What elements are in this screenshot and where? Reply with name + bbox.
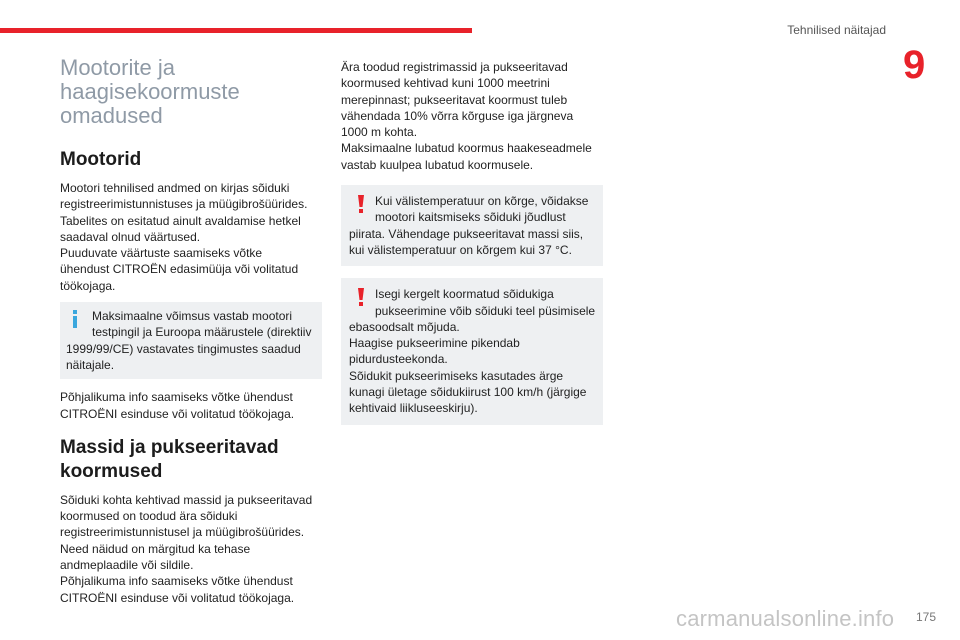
info-note: Maksimaalne võimsus vastab mootori testpingil ja Euroopa määrustele (direktiiv 1999/99/CE) vastavates tingimustes saadud näitajale.	[60, 302, 322, 379]
page-number: 175	[915, 610, 936, 624]
warning-note-temperature: Kui välistemperatuur on kõrge, võidakse mootori kaitsmiseks sõiduki jõudlust piirata. Vähendage pukseeritavat massi siis, kui välistemperatuur on kõrgem kui 37 °C.	[341, 185, 603, 266]
left-column	[60, 56, 322, 606]
masses-paragraph: Sõiduki kohta kehtivad massid ja pukseeritavad koormused on toodud ära sõiduki registreerimistunnistusel ja müügibrošüürides. Need näidud on märgitud ka tehase andmeplaadile või sildile. Põhjalikuma info saamiseks võtke ühendust CITROËNI esinduse või volitatud töökojaga.	[60, 492, 313, 605]
registered-masses-paragraph: Ära toodud registrimassid ja pukseeritavad koormused kehtivad kuni 1000 meetrini merepinnast; pukseeritavat koormust tuleb vähendada 10% võrra kõrguse iga järgneva 1000 m kohta. Maksimaalne lubatud koormus haakeseadmele vastab kuulpea lubatud koormusele.	[341, 60, 592, 172]
exclamation-warning-icon	[354, 288, 368, 306]
chapter-accent-bar	[0, 28, 472, 33]
chapter-number: 9	[903, 43, 926, 87]
running-header-title: Tehnilised näitajad	[787, 23, 886, 37]
watermark: carmanualsonline.info	[676, 606, 895, 631]
info-icon	[68, 310, 82, 328]
engines-paragraph: Mootori tehnilised andmed on kirjas sõiduki registreerimistunnistuses ja müügibrošüürides. Tabelites on esitatud ainult avaldamise hetkel saadaval olnud väärtused. Puuduvate väärtuste saamiseks võtke ühendust CITROËN edasimüüja või volitatud töökojaga.	[60, 181, 308, 293]
masses-heading: Massid ja pukseeritavad koormused	[60, 436, 279, 482]
section-title: Mootorite ja haagisekoormuste omadused	[60, 55, 240, 128]
exclamation-warning-icon	[354, 195, 368, 213]
right-column	[341, 59, 603, 435]
more-info-paragraph: Põhjalikuma info saamiseks võtke ühendust CITROËNI esinduse või volitatud töökojaga.	[60, 390, 295, 421]
engines-heading: Mootorid	[60, 149, 142, 170]
warning-note-towing: Isegi kergelt koormatud sõidukiga pukseerimine võib sõiduki teel püsimisele ebasoodsalt mõjuda. Haagise pukseerimine pikendab pidurdusteekonda. Sõidukit pukseerimiseks kasutades ärge kunagi ületage sõidukiirust 100 km/h (järgige kehtivaid liikluseeskirju).	[341, 278, 603, 424]
